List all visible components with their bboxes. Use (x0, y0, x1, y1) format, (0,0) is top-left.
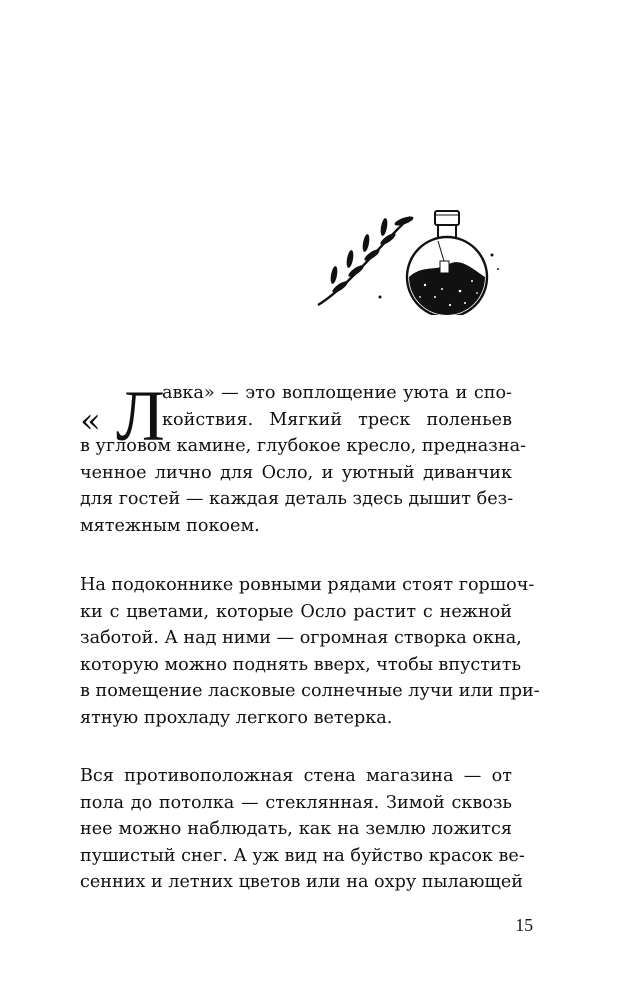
text-line: койствия. Мягкий треск поленьев (162, 409, 512, 430)
potion-bottle-and-fern-icon (310, 205, 510, 315)
text-line: в угловом камине, глубокое кресло, предназна- (80, 436, 527, 456)
text-line: авка» — это воплощение уюта и спо- (162, 383, 512, 403)
page-number: 15 (515, 915, 533, 935)
text-line: заботой. А над ними — огромная створка окна, (80, 628, 522, 648)
paragraph-3 (80, 763, 525, 896)
paragraph-2 (80, 572, 540, 731)
text-line: ченное лично для Осло, и уютный диванчик (80, 462, 512, 483)
text-line: мятежным покоем. (80, 515, 260, 536)
text-line: в помещение ласковые солнечные лучи или при- (80, 681, 540, 701)
opening-quote: « (80, 401, 101, 441)
text-line: На подоконнике ровными рядами стоят горшоч- (80, 575, 535, 595)
drop-cap-letter: Л (116, 376, 165, 456)
text-line: ятную прохладу легкого ветерка. (80, 707, 393, 728)
paragraph-1 (80, 376, 527, 539)
text-line: нее можно наблюдать, как на землю ложится (80, 819, 512, 839)
text-line: пола до потолка — стеклянная. Зимой сквозь (80, 792, 512, 813)
text-line: ки с цветами, которые Осло растит с нежной (80, 601, 512, 622)
text-line: для гостей — каждая деталь здесь дышит без- (80, 489, 514, 509)
text-line: которую можно поднять вверх, чтобы впустить (80, 654, 522, 675)
text-line: пушистый снег. А уж вид на буйство красок ве- (80, 845, 525, 866)
text-line: сенних и летних цветов или на охру пылающей (80, 872, 523, 892)
text-line: Вся противоположная стена магазина — от (80, 766, 512, 786)
